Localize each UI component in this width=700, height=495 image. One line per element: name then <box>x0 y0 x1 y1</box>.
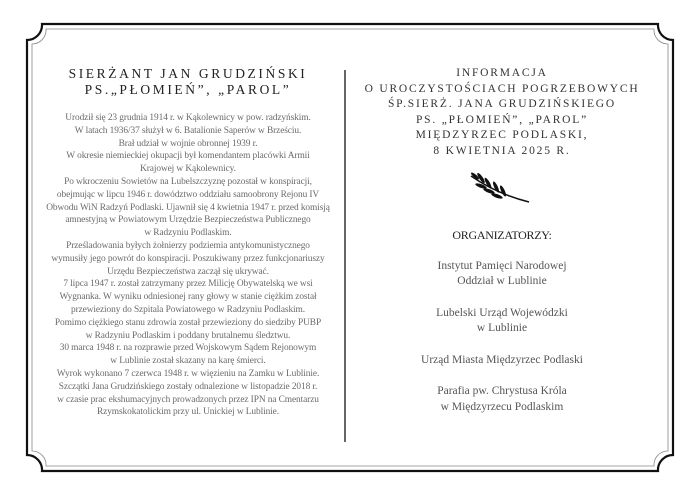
organizer-line: Parafia pw. Chrystusa Króla <box>437 385 567 398</box>
title-line: PS. „PŁOMIEŃ”, „PAROL” <box>415 113 589 126</box>
organizer <box>352 384 652 415</box>
biography-line: W latach 1936/37 służył w 6. Batalionie Saperów w Brześciu. <box>74 125 302 136</box>
biography-line: w Lublinie został skazany na karę śmierci. <box>110 356 266 367</box>
biography-line: Pomimo ciężkiego stanu zdrowia został przewieziony do siedziby PUBP <box>54 317 322 328</box>
biography-line: Obwodu WiN Radzyń Podlaski. Ujawnił się 4 kwietnia 1947 r. przed komisją <box>46 202 330 213</box>
biography-line: w Radzyniu Podlaskim. <box>144 228 232 239</box>
organizer-line: w Lublinie <box>476 322 528 335</box>
organizer-line: w Międzyrzecu Podlaskim <box>440 400 564 413</box>
biography-line: Brał udział w wojnie obronnej 1939 r. <box>118 138 258 149</box>
organizer <box>352 306 652 337</box>
biography-line: wymusiły jego powrót do konspiracji. Poszukiwany przez funkcjonariuszy <box>51 253 325 264</box>
organizer <box>352 259 652 290</box>
ceremony-title <box>352 66 652 160</box>
biography-line: Urzędu Bezpieczeństwa zaczął się ukrywać. <box>107 266 269 277</box>
biography-line: Szczątki Jana Grudzińskiego zostały odnalezione w listopadzie 2018 r. <box>58 381 318 392</box>
biography-line: Wygnanka. W wyniku odniesionej rany głowy w stanie ciężkim został <box>59 292 317 303</box>
biography-line: w Radzyniu Podlaskim i poddany brutalnemu śledztwu. <box>85 330 291 341</box>
biography-line: Urodził się 23 grudnia 1914 r. w Kąkolewnicy w pow. radzyńskim. <box>65 113 311 123</box>
organizer-line: Urząd Miasta Międzyrzec Podlaski <box>421 353 583 366</box>
title-line: INFORMACJA <box>456 67 548 79</box>
biography-line: Krajowej w Kąkolewnicy. <box>140 164 236 175</box>
ceremony-info-column <box>352 66 652 415</box>
biography-line: Rzymskokatolickim przy ul. Unickiej w Lublinie. <box>97 407 279 418</box>
biography-line: W okresie niemieckiej okupacji był komendantem placówki Armii <box>66 151 310 162</box>
organizer-line: Lubelski Urząd Wojewódzki <box>436 306 568 319</box>
title-line: SIERŻANT JAN GRUDZIŃSKI <box>68 66 308 81</box>
biography-line: amnestyjną w Powiatowym Urzędzie Bezpieczeństwa Publicznego <box>65 215 311 226</box>
biography-line: 30 marca 1948 r. na rozprawie przed Wojskowym Sądem Rejonowym <box>59 343 317 354</box>
biography-line: 7 lipca 1947 r. został zatrzymany przez Milicję Obywatelską we wsi <box>63 279 313 290</box>
title-line: PS.„PŁOMIEŃ”, „PAROL” <box>84 82 292 97</box>
biography-line: Wyrok wykonano 7 czerwca 1948 r. w więzieniu na Zamku w Lublinie. <box>56 368 320 379</box>
organizers-heading: ORGANIZATORZY: <box>452 227 552 242</box>
title-line: MIĘDZYRZEC PODLASKI, <box>415 129 589 142</box>
biography-line: Po wkroczeniu Sowietów na Lubelszczyznę pozostał w konspiracji, <box>64 176 312 187</box>
organizer-line: Oddział w Lublinie <box>457 275 547 288</box>
biography-text <box>35 112 341 419</box>
biography-line: przewieziony do Szpitala Powiatowego w Radzyniu Podlaskim. <box>70 304 305 315</box>
organizer-line: Instytut Pamięci Narodowej <box>437 259 567 272</box>
organizer <box>352 353 652 369</box>
biography-line: Prześladowania byłych żołnierzy podziemia antykomunistycznego <box>66 240 310 251</box>
biography-title <box>35 66 341 98</box>
biography-line: obejmując w lipcu 1946 r. dowództwo oddziału samoobrony Rejonu IV <box>56 189 320 200</box>
title-line: O UROCZYSTOŚCIACH POGRZEBOWYCH <box>364 82 640 95</box>
biography-line: w czasie prac ekshumacyjnych prowadzonych przez IPN na Cmentarzu <box>57 394 319 405</box>
title-line: 8 KWIETNIA 2025 R. <box>433 144 571 157</box>
title-line: ŚP.SIERŻ. JANA GRUDZIŃSKIEGO <box>387 98 617 111</box>
olive-branch-icon <box>467 172 537 208</box>
biography-column <box>35 66 341 419</box>
